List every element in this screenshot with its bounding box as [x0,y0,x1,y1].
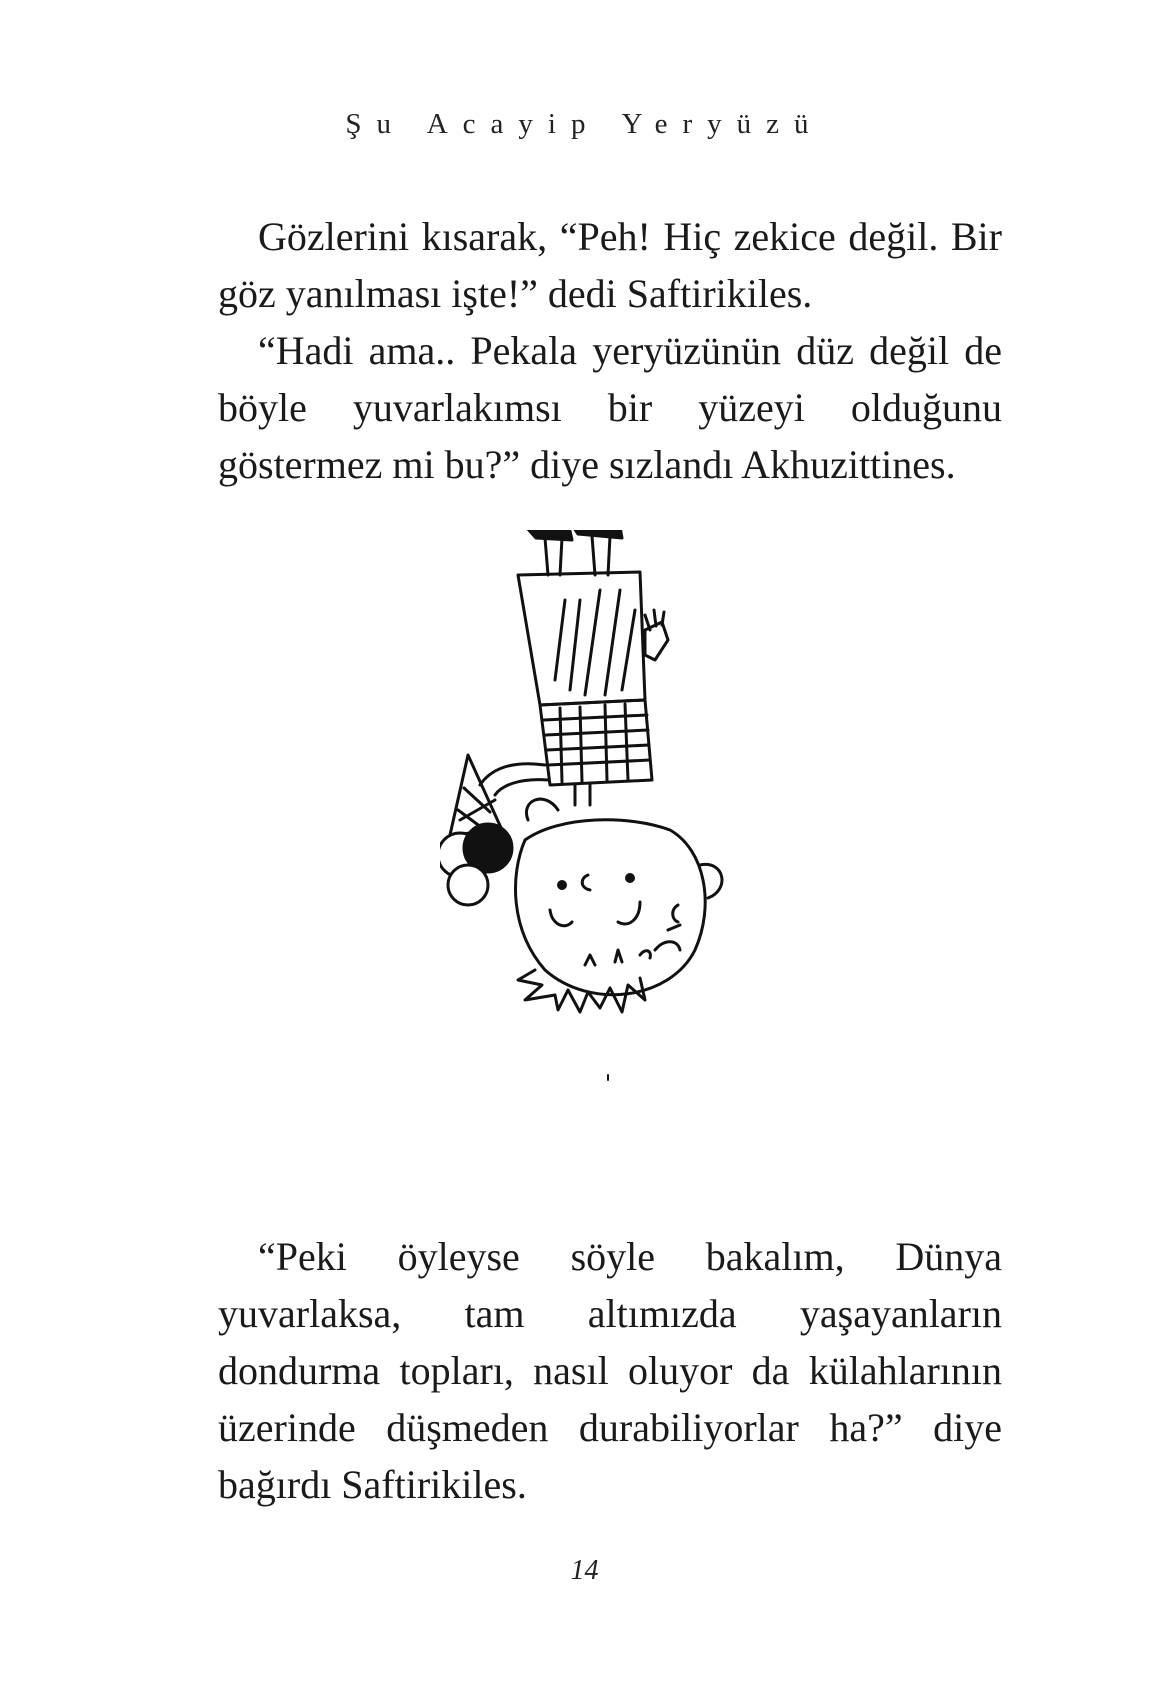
page-number: 14 [570,1555,599,1586]
running-head: Şu Acayip Yeryüzü [345,108,824,140]
shirt [540,700,652,785]
trousers [518,572,645,705]
ice-cream-scoop [448,865,488,905]
text-block-top [218,208,1002,493]
upside-down-child-illustration [440,530,780,1150]
paragraph: “Peki öyleyse söyle bakalım, Dünya yuvarlaksa, tam altımızda yaşayanların dondurma topları, nasıl oluyor da külahlarının üzerinde düşmeden durabiliyorlar ha?” diye bağırdı Saftirikiles. [218,1234,1002,1507]
text-block-bottom [218,1228,1002,1513]
paragraph: “Hadi ama.. Pekala yeryüzünün düz değil de böyle yuvarlakımsı bir yüzeyi olduğunu göstermez mi bu?” diye sızlandı Akhuzittines. [218,328,1002,487]
paragraph: Gözlerini kısarak, “Peh! Hiç zekice değil. Bir göz yanılması işte!” dedi Saftirikiles. [218,214,1002,316]
